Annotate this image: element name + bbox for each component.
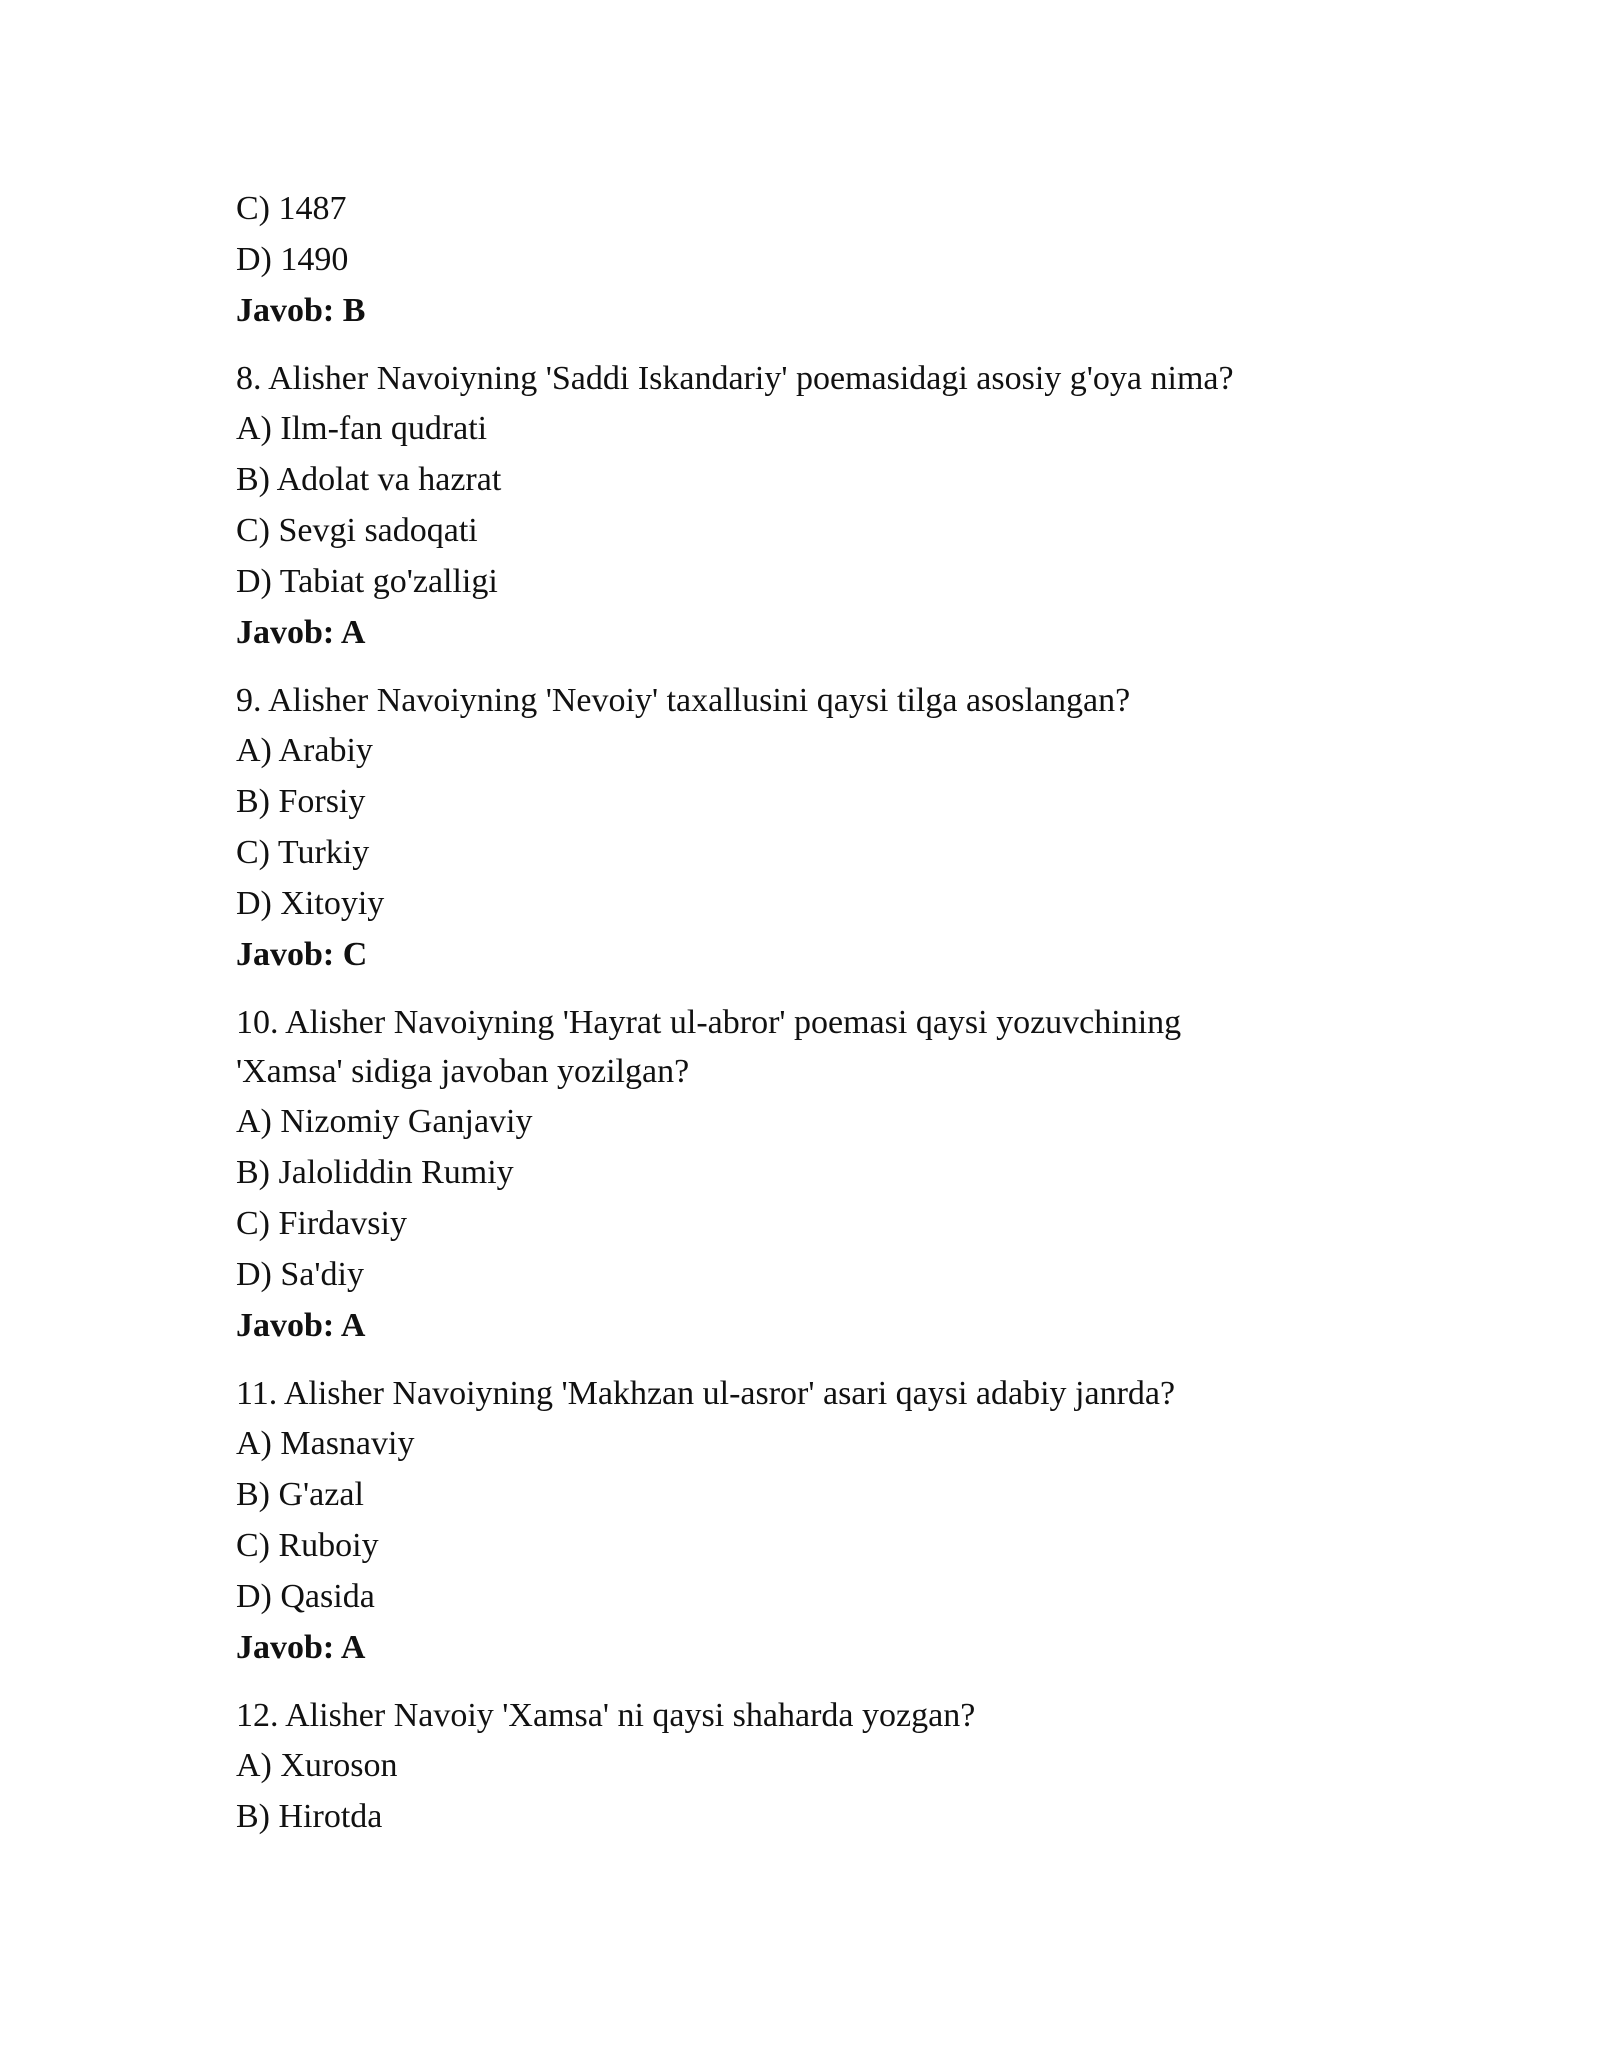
option-b: B) Forsiy bbox=[236, 783, 366, 820]
answer-line: Javob: B bbox=[236, 292, 366, 329]
option-b: B) G'azal bbox=[236, 1476, 364, 1513]
option-a: A) Nizomiy Ganjaviy bbox=[236, 1103, 533, 1140]
option-d: D) 1490 bbox=[236, 241, 349, 278]
option-d: D) Xitoyiy bbox=[236, 885, 385, 922]
question-9 bbox=[236, 676, 1416, 980]
option-c: C) Sevgi sadoqati bbox=[236, 512, 478, 549]
option-c: C) Ruboiy bbox=[236, 1527, 379, 1564]
question-text: 12. Alisher Navoiy 'Xamsa' ni qaysi shaharda yozgan? bbox=[236, 1697, 976, 1734]
option-d: D) Tabiat go'zalligi bbox=[236, 563, 498, 600]
option-d: D) Sa'diy bbox=[236, 1256, 364, 1293]
option-c: C) Turkiy bbox=[236, 834, 370, 871]
question-text: 11. Alisher Navoiyning 'Makhzan ul-asror' asari qaysi adabiy janrda? bbox=[236, 1375, 1176, 1412]
question-text-line-1: 10. Alisher Navoiyning 'Hayrat ul-abror' poemasi qaysi yozuvchining bbox=[236, 1004, 1182, 1041]
question-8 bbox=[236, 354, 1416, 658]
option-a: A) Masnaviy bbox=[236, 1425, 415, 1462]
option-b: B) Adolat va hazrat bbox=[236, 461, 502, 498]
answer-line: Javob: A bbox=[236, 1307, 366, 1344]
question-7-continuation bbox=[236, 183, 1416, 336]
option-a: A) Arabiy bbox=[236, 732, 373, 769]
option-a: A) Ilm-fan qudrati bbox=[236, 410, 488, 447]
answer-line: Javob: A bbox=[236, 614, 366, 651]
quiz-content bbox=[236, 183, 1416, 1842]
question-text: 8. Alisher Navoiyning 'Saddi Iskandariy' poemasidagi asosiy g'oya nima? bbox=[236, 360, 1234, 397]
option-c: C) 1487 bbox=[236, 190, 347, 227]
question-11 bbox=[236, 1369, 1416, 1673]
question-text-line-2: 'Xamsa' sidiga javoban yozilgan? bbox=[236, 1053, 690, 1090]
option-b: B) Hirotda bbox=[236, 1798, 383, 1835]
question-text: 9. Alisher Navoiyning 'Nevoiy' taxallusini qaysi tilga asoslangan? bbox=[236, 682, 1131, 719]
option-d: D) Qasida bbox=[236, 1578, 375, 1615]
question-10 bbox=[236, 998, 1416, 1351]
answer-line: Javob: C bbox=[236, 936, 368, 973]
option-a: A) Xuroson bbox=[236, 1747, 398, 1784]
option-b: B) Jaloliddin Rumiy bbox=[236, 1154, 514, 1191]
option-c: C) Firdavsiy bbox=[236, 1205, 407, 1242]
question-12 bbox=[236, 1691, 1416, 1842]
answer-line: Javob: A bbox=[236, 1629, 366, 1666]
